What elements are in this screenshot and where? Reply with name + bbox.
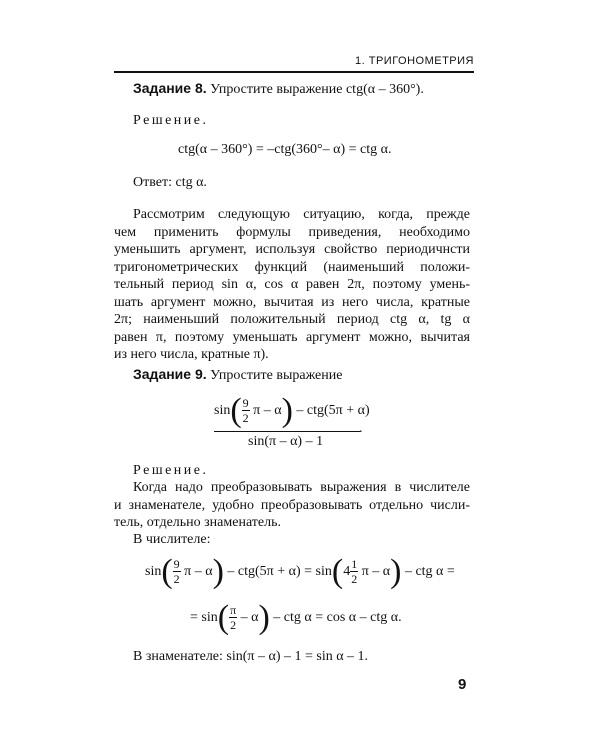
discussion-line: тельный период sin α, cos α равен 2π, поэтому умень- bbox=[114, 277, 470, 292]
numerator-line-1 bbox=[145, 553, 455, 591]
header-rule bbox=[114, 71, 474, 73]
fraction-bar bbox=[214, 431, 360, 432]
numerator-label: В числителе: bbox=[133, 532, 211, 547]
fraction-9-2 bbox=[173, 557, 181, 586]
ctg-tail: – ctg α = bbox=[404, 564, 455, 579]
sin-func: sin bbox=[145, 564, 162, 579]
inner-arg: – α bbox=[240, 610, 259, 625]
task9-expr-numerator bbox=[214, 392, 370, 430]
ctg-term: – ctg(5π + α) bbox=[296, 403, 370, 418]
left-paren: ( bbox=[161, 552, 173, 590]
fraction-numerator: 9 bbox=[242, 396, 249, 411]
sin-func: = sin bbox=[190, 610, 218, 625]
left-paren: ( bbox=[331, 552, 344, 590]
task8-equation: ctg(α – 360°) = –ctg(360°– α) = ctg α. bbox=[178, 142, 392, 157]
discussion-line: тригонометрических функций (наименьший положи- bbox=[114, 259, 470, 275]
fraction-9-2 bbox=[242, 396, 250, 425]
task9-paragraph bbox=[114, 479, 470, 532]
discussion-line: из него числа, кратные π). bbox=[114, 347, 269, 362]
task9-expr-denominator: sin(π – α) – 1 bbox=[248, 434, 324, 449]
discussion-line: шать аргумент можно, вычитая из него числа, кратные bbox=[114, 294, 470, 310]
running-header bbox=[114, 55, 474, 71]
fraction-denominator: 2 bbox=[242, 411, 249, 426]
left-paren: ( bbox=[230, 391, 242, 429]
page-number: 9 bbox=[458, 676, 467, 693]
discussion-line: чем применить формулы приведения, необходимо bbox=[114, 224, 470, 240]
task9-text: Упростите выражение bbox=[210, 368, 343, 383]
task9-line: Когда надо преобразовывать выражения в числителе bbox=[133, 480, 470, 495]
section-title: 1. ТРИГОНОМЕТРИЯ bbox=[355, 55, 474, 67]
whole-part: 4 bbox=[343, 564, 351, 579]
fraction-denominator: 2 bbox=[351, 572, 358, 587]
task8-label: Задание 8. bbox=[133, 80, 207, 96]
ctg-term: – ctg(5π + α) = sin bbox=[227, 564, 332, 579]
fraction-period: . bbox=[359, 421, 363, 436]
fraction-numerator: 1 bbox=[351, 557, 358, 572]
fraction-numerator: π bbox=[230, 603, 237, 618]
discussion-paragraph bbox=[114, 206, 470, 364]
fraction-denominator: 2 bbox=[230, 618, 237, 633]
task9-line: тель, отдельно знаменатель. bbox=[114, 515, 282, 530]
right-paren: ) bbox=[281, 391, 293, 429]
task9-line: и знаменателе, удобно преобразовывать отдельно числи- bbox=[114, 497, 470, 513]
discussion-line: равен π, поэтому уменьшать аргумент можно, вычитая bbox=[114, 329, 470, 345]
discussion-line: 2π; наименьший положительный период ctg α, tg α bbox=[114, 312, 470, 327]
numerator-line-2 bbox=[190, 599, 402, 637]
task9-solution-label: Решение. bbox=[133, 463, 209, 478]
left-paren: ( bbox=[217, 598, 230, 636]
task8-text: Упростите выражение ctg(α – 360°). bbox=[210, 82, 424, 97]
task8-answer: Ответ: ctg α. bbox=[133, 175, 207, 190]
discussion-line: Рассмотрим следующую ситуацию, когда, прежде bbox=[133, 207, 470, 222]
denominator-line: В знаменателе: sin(π – α) – 1 = sin α – 1. bbox=[133, 649, 369, 664]
fraction-denominator: 2 bbox=[173, 572, 180, 587]
fraction-pi-2 bbox=[229, 603, 237, 632]
right-paren: ) bbox=[258, 598, 270, 636]
result-tail: – ctg α = cos α – ctg α. bbox=[273, 610, 402, 625]
fraction-1-2 bbox=[350, 557, 358, 586]
sin-func: sin bbox=[214, 403, 231, 418]
right-paren: ) bbox=[212, 552, 224, 590]
task8-solution-label: Решение. bbox=[133, 113, 209, 128]
inner-arg: π – α bbox=[361, 564, 391, 579]
fraction-numerator: 9 bbox=[173, 557, 180, 572]
inner-arg: π – α bbox=[253, 403, 282, 418]
task8-statement bbox=[133, 80, 424, 98]
task9-label: Задание 9. bbox=[133, 366, 207, 382]
inner-arg: π – α bbox=[184, 564, 213, 579]
right-paren: ) bbox=[390, 552, 402, 590]
discussion-line: уменьшить аргумент, используя свойство периодичнсти bbox=[114, 242, 470, 257]
task9-statement bbox=[133, 366, 342, 384]
